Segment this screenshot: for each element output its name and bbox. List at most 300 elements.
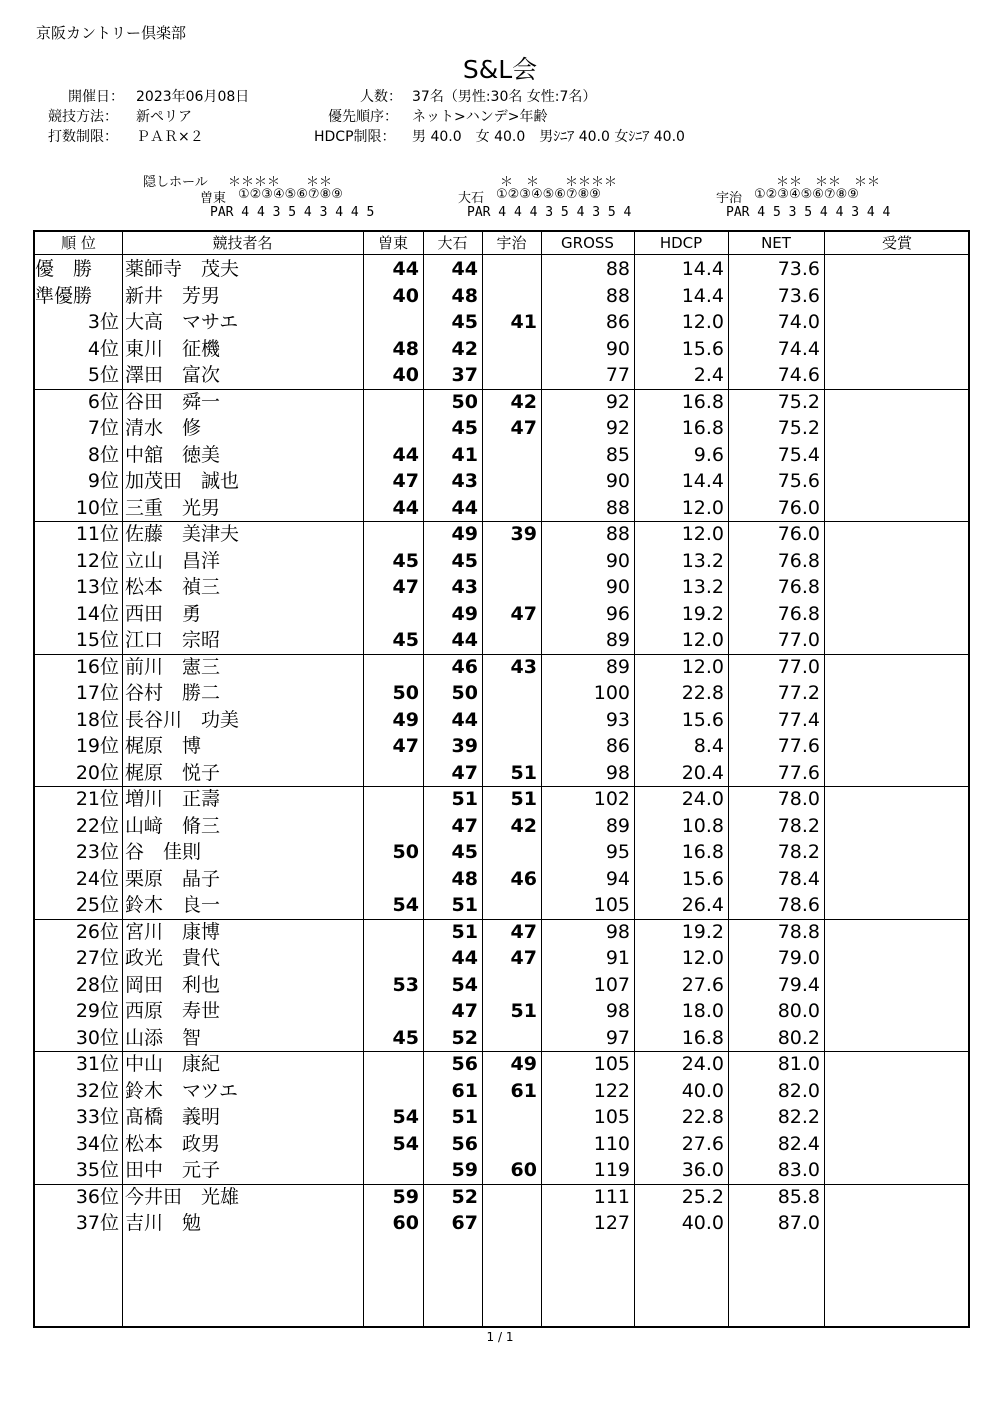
rank-cell: 16位 <box>75 655 119 678</box>
oishi-score-cell: 45 <box>451 841 478 863</box>
column-header: 受賞 <box>881 234 912 252</box>
net-cell: 77.0 <box>777 629 820 651</box>
player-name-cell: 山﨑 脩三 <box>125 814 221 837</box>
sotou-score-cell: 53 <box>392 973 419 996</box>
sotou-score-cell: 47 <box>392 576 419 598</box>
gross-cell: 105 <box>593 1053 630 1075</box>
rank-cell: 10位 <box>75 496 119 519</box>
oishi-score-cell: 52 <box>451 1026 478 1049</box>
hdcp-cell: 26.4 <box>681 894 724 916</box>
oishi-score-cell: 56 <box>451 1132 478 1155</box>
table-row <box>35 760 968 787</box>
net-cell: 85.8 <box>777 1185 820 1208</box>
rank-cell: 11位 <box>75 523 119 545</box>
oishi-score-cell: 59 <box>451 1159 478 1181</box>
oishi-score-cell: 51 <box>451 1106 478 1128</box>
hdcp-cell: 14.4 <box>681 258 724 280</box>
hdcp-cell: 19.2 <box>681 920 724 943</box>
gross-cell: 89 <box>605 655 630 678</box>
hdcp-cell: 16.8 <box>681 390 724 413</box>
uji-score-cell: 47 <box>510 417 537 439</box>
hdcp-cell: 22.8 <box>681 682 724 704</box>
net-cell: 80.2 <box>777 1026 820 1049</box>
sotou-score-cell: 45 <box>392 1026 419 1049</box>
hdcp-cell: 12.0 <box>681 496 724 519</box>
oishi-score-cell: 51 <box>451 894 478 916</box>
net-cell: 80.0 <box>777 1000 820 1022</box>
rank-cell: 12位 <box>75 549 119 572</box>
uji-score-cell <box>482 972 537 999</box>
sotou-score-cell <box>363 1157 419 1184</box>
count-value: 37名（男性:30名 女性:7名） <box>412 89 597 105</box>
sotou-score-cell <box>363 521 419 548</box>
rank-cell: 32位 <box>75 1079 119 1102</box>
gross-cell: 96 <box>605 602 630 625</box>
course-name: 宇治 <box>716 191 743 206</box>
player-name-cell: 西田 勇 <box>125 602 202 625</box>
uji-score-cell <box>482 548 537 575</box>
player-name-cell: 中舘 徳美 <box>125 443 221 466</box>
uji-score-cell <box>482 442 537 469</box>
table-row <box>35 945 968 972</box>
sotou-score-cell: 49 <box>392 708 419 731</box>
uji-score-cell: 43 <box>510 655 537 678</box>
sotou-score-cell <box>363 786 419 813</box>
column-header: 曽東 <box>377 234 408 252</box>
rank-cell: 26位 <box>75 920 119 943</box>
hdcp-cell: 16.8 <box>681 1026 724 1049</box>
uji-score-cell <box>482 1184 537 1211</box>
sotou-score-cell <box>363 1051 419 1078</box>
oishi-score-cell: 45 <box>451 311 478 333</box>
sotou-score-cell: 60 <box>392 1212 419 1234</box>
net-cell: 77.6 <box>777 761 820 784</box>
sotou-score-cell: 40 <box>392 364 419 386</box>
oishi-score-cell: 45 <box>451 549 478 572</box>
gross-cell: 100 <box>593 682 630 704</box>
gross-cell: 86 <box>605 735 630 757</box>
uji-score-cell <box>482 495 537 522</box>
net-cell: 78.4 <box>777 867 820 890</box>
net-cell: 77.4 <box>777 708 820 731</box>
oishi-score-cell: 37 <box>451 364 478 386</box>
oishi-score-cell: 47 <box>451 761 478 784</box>
player-name-cell: 鈴木 良一 <box>125 894 221 916</box>
sotou-score-cell: 44 <box>392 496 419 519</box>
player-name-cell: 中山 康紀 <box>125 1053 221 1075</box>
gross-cell: 110 <box>593 1132 630 1155</box>
table-row <box>35 1025 968 1052</box>
rank-cell: 3位 <box>87 311 119 333</box>
table-row <box>35 680 968 707</box>
player-name-cell: 吉川 勉 <box>125 1212 202 1234</box>
table-row <box>35 733 968 760</box>
gross-cell: 111 <box>593 1185 630 1208</box>
rank-cell: 20位 <box>75 761 119 784</box>
uji-score-cell <box>482 336 537 363</box>
rank-cell: 19位 <box>75 735 119 757</box>
gross-cell: 119 <box>593 1159 630 1181</box>
page-number: 1 / 1 <box>486 1330 514 1344</box>
hdcp-cell: 16.8 <box>681 841 724 863</box>
uji-score-cell <box>482 1210 537 1237</box>
table-row <box>35 548 968 575</box>
rank-cell: 優 勝 <box>35 258 93 280</box>
hdcp-cell: 12.0 <box>681 655 724 678</box>
gross-cell: 89 <box>605 814 630 837</box>
course-par: PAR 4 5 3 5 4 4 3 4 4 <box>726 205 891 220</box>
player-name-cell: 髙橋 義明 <box>125 1106 221 1128</box>
method-value: 新ペリア <box>136 109 192 125</box>
hdcp-cell: 22.8 <box>681 1106 724 1128</box>
oishi-score-cell: 49 <box>451 523 478 545</box>
rank-cell: 17位 <box>75 682 119 704</box>
rank-cell: 35位 <box>75 1159 119 1181</box>
net-cell: 75.4 <box>777 443 820 466</box>
uji-score-cell: 42 <box>510 814 537 837</box>
net-cell: 77.2 <box>777 682 820 704</box>
uji-score-cell <box>482 574 537 601</box>
rank-cell: 7位 <box>87 417 119 439</box>
player-name-cell: 東川 征機 <box>125 337 221 360</box>
player-name-cell: 鈴木 マツエ <box>125 1079 239 1102</box>
player-name-cell: 宮川 康博 <box>125 920 221 943</box>
oishi-score-cell: 44 <box>451 947 478 969</box>
player-name-cell: 梶原 悦子 <box>125 761 221 784</box>
oishi-score-cell: 54 <box>451 973 478 996</box>
table-row <box>35 1210 968 1237</box>
sotou-score-cell <box>363 866 419 893</box>
gross-cell: 97 <box>605 1026 630 1049</box>
table-row <box>35 1184 968 1211</box>
rank-cell: 28位 <box>75 973 119 996</box>
hdcp-cell: 9.6 <box>693 443 724 466</box>
player-name-cell: 谷村 勝二 <box>125 682 221 704</box>
player-name-cell: 政光 貴代 <box>125 947 221 969</box>
hdcp-cell: 27.6 <box>681 1132 724 1155</box>
course-par: PAR 4 4 4 3 5 4 3 5 4 <box>467 205 632 220</box>
hdcp-cell: 8.4 <box>693 735 724 757</box>
column-header: GROSS <box>561 234 614 252</box>
hdcp-cell: 15.6 <box>681 708 724 731</box>
player-name-cell: 田中 元子 <box>125 1159 221 1181</box>
hdcp-cell: 18.0 <box>681 1000 724 1022</box>
priority-label: 優先順序： <box>328 109 398 125</box>
hdcp-cell: 12.0 <box>681 523 724 545</box>
rank-cell: 24位 <box>75 867 119 890</box>
rank-cell: 33位 <box>75 1106 119 1128</box>
hdcp-cell: 15.6 <box>681 337 724 360</box>
player-name-cell: 谷 佳則 <box>125 841 202 863</box>
gross-cell: 77 <box>605 364 630 386</box>
course-holes: ①②③④⑤⑥⑦⑧⑨ <box>754 187 859 202</box>
player-name-cell: 長谷川 功美 <box>125 708 240 731</box>
course-holes: ①②③④⑤⑥⑦⑧⑨ <box>496 187 601 202</box>
gross-cell: 94 <box>605 867 630 890</box>
hdcp-cell: 27.6 <box>681 973 724 996</box>
net-cell: 73.6 <box>777 284 820 307</box>
course-holes: ①②③④⑤⑥⑦⑧⑨ <box>238 187 343 202</box>
net-cell: 79.4 <box>777 973 820 996</box>
sotou-score-cell <box>363 415 419 442</box>
net-cell: 75.2 <box>777 390 820 413</box>
player-name-cell: 新井 芳男 <box>125 284 221 307</box>
sotou-score-cell <box>363 998 419 1025</box>
table-row <box>35 389 968 416</box>
oishi-score-cell: 52 <box>451 1185 478 1208</box>
gross-cell: 88 <box>605 496 630 519</box>
sotou-score-cell <box>363 813 419 840</box>
rank-cell: 9位 <box>87 470 119 492</box>
net-cell: 82.4 <box>777 1132 820 1155</box>
net-cell: 74.6 <box>777 364 820 386</box>
column-header: 宇治 <box>496 234 527 252</box>
hdcp-label: HDCP制限： <box>314 129 396 145</box>
uji-score-cell: 47 <box>510 602 537 625</box>
uji-score-cell: 61 <box>510 1079 537 1102</box>
gross-cell: 90 <box>605 549 630 572</box>
player-name-cell: 増川 正壽 <box>125 788 221 810</box>
hdcp-cell: 40.0 <box>681 1079 724 1102</box>
oishi-score-cell: 39 <box>451 735 478 757</box>
table-row <box>35 362 968 389</box>
oishi-score-cell: 50 <box>451 390 478 413</box>
gross-cell: 107 <box>593 973 630 996</box>
oishi-score-cell: 51 <box>451 788 478 810</box>
sotou-score-cell: 47 <box>392 470 419 492</box>
sotou-score-cell: 50 <box>392 682 419 704</box>
hdcp-cell: 36.0 <box>681 1159 724 1181</box>
uji-score-cell <box>482 733 537 760</box>
rank-cell: 14位 <box>75 602 119 625</box>
hdcp-value: 男 40.0 女 40.0 男ｼﾆｱ 40.0 女ｼﾆｱ 40.0 <box>412 129 685 145</box>
rank-cell: 29位 <box>75 1000 119 1022</box>
gross-cell: 86 <box>605 311 630 333</box>
hdcp-cell: 20.4 <box>681 761 724 784</box>
oishi-score-cell: 44 <box>451 708 478 731</box>
rank-cell: 23位 <box>75 841 119 863</box>
hdcp-cell: 10.8 <box>681 814 724 837</box>
hdcp-cell: 25.2 <box>681 1185 724 1208</box>
uji-score-cell: 46 <box>510 867 537 890</box>
table-row <box>35 1131 968 1158</box>
course-name: 大石 <box>458 191 485 206</box>
column-header: 順 位 <box>61 234 96 252</box>
net-cell: 76.8 <box>777 576 820 598</box>
table-row <box>35 972 968 999</box>
rank-cell: 30位 <box>75 1026 119 1049</box>
uji-score-cell: 51 <box>510 1000 537 1022</box>
player-name-cell: 岡田 利也 <box>125 973 221 996</box>
table-row <box>35 866 968 893</box>
uji-score-cell <box>482 1025 537 1052</box>
hdcp-cell: 13.2 <box>681 549 724 572</box>
uji-score-cell: 39 <box>510 523 537 545</box>
gross-cell: 92 <box>605 390 630 413</box>
sotou-score-cell: 40 <box>392 284 419 307</box>
net-cell: 78.6 <box>777 894 820 916</box>
gross-cell: 90 <box>605 576 630 598</box>
oishi-score-cell: 44 <box>451 496 478 519</box>
table-row <box>35 468 968 495</box>
gross-cell: 102 <box>593 788 630 810</box>
table-row <box>35 839 968 866</box>
table-row <box>35 442 968 469</box>
player-name-cell: 大高 マサエ <box>125 311 239 333</box>
sotou-score-cell <box>363 309 419 336</box>
uji-score-cell: 47 <box>510 947 537 969</box>
rank-cell: 22位 <box>75 814 119 837</box>
sotou-score-cell <box>363 654 419 681</box>
oishi-score-cell: 46 <box>451 655 478 678</box>
player-name-cell: 谷田 舜一 <box>125 390 221 413</box>
rank-cell: 21位 <box>75 788 119 810</box>
uji-score-cell: 49 <box>510 1053 537 1075</box>
sotou-score-cell: 50 <box>392 841 419 863</box>
gross-cell: 85 <box>605 443 630 466</box>
player-name-cell: 栗原 晶子 <box>125 867 221 890</box>
rank-cell: 25位 <box>75 894 119 916</box>
method-label: 競技方法： <box>48 109 118 125</box>
sotou-score-cell: 44 <box>392 258 419 280</box>
net-cell: 81.0 <box>777 1053 820 1075</box>
column-header: 競技者名 <box>212 234 273 252</box>
rank-cell: 準優勝 <box>35 284 93 307</box>
oishi-score-cell: 42 <box>451 337 478 360</box>
uji-score-cell <box>482 1131 537 1158</box>
gross-cell: 88 <box>605 284 630 307</box>
uji-score-cell <box>482 627 537 654</box>
oishi-score-cell: 48 <box>451 867 478 890</box>
player-name-cell: 前川 憲三 <box>125 655 221 678</box>
uji-score-cell <box>482 892 537 919</box>
rank-cell: 4位 <box>87 337 119 360</box>
hdcp-cell: 24.0 <box>681 1053 724 1075</box>
rank-cell: 6位 <box>87 390 119 413</box>
gross-cell: 89 <box>605 629 630 651</box>
table-row <box>35 495 968 522</box>
oishi-score-cell: 43 <box>451 470 478 492</box>
hdcp-cell: 40.0 <box>681 1212 724 1234</box>
player-name-cell: 立山 昌洋 <box>125 549 221 572</box>
date-label: 開催日： <box>68 89 124 105</box>
uji-score-cell <box>482 839 537 866</box>
priority-value: ネット>ハンデ>年齢 <box>412 109 548 125</box>
table-row <box>35 707 968 734</box>
net-cell: 82.2 <box>777 1106 820 1128</box>
rank-cell: 31位 <box>75 1053 119 1075</box>
gross-cell: 105 <box>593 894 630 916</box>
oishi-score-cell: 47 <box>451 814 478 837</box>
rank-cell: 36位 <box>75 1185 119 1208</box>
gross-cell: 98 <box>605 1000 630 1022</box>
hdcp-cell: 12.0 <box>681 629 724 651</box>
oishi-score-cell: 45 <box>451 417 478 439</box>
rank-cell: 13位 <box>75 576 119 598</box>
rank-cell: 27位 <box>75 947 119 969</box>
table-row <box>35 919 968 946</box>
date-value: 2023年06月08日 <box>136 89 250 105</box>
oishi-score-cell: 47 <box>451 1000 478 1022</box>
table-row <box>35 892 968 919</box>
net-cell: 77.0 <box>777 655 820 678</box>
rank-cell: 8位 <box>87 443 119 466</box>
rank-cell: 34位 <box>75 1132 119 1155</box>
net-cell: 75.6 <box>777 470 820 492</box>
table-row <box>35 521 968 548</box>
limit-value: ＰＡＲ×２ <box>136 129 204 145</box>
table-row <box>35 998 968 1025</box>
rank-cell: 37位 <box>75 1212 119 1234</box>
uji-score-cell: 51 <box>510 788 537 810</box>
limit-label: 打数制限： <box>48 129 118 145</box>
uji-score-cell: 42 <box>510 390 537 413</box>
course-stars: ＊ ＊ ＊＊＊＊ <box>500 175 618 190</box>
net-cell: 78.2 <box>777 814 820 837</box>
player-name-cell: 薬師寺 茂夫 <box>125 258 240 280</box>
sotou-score-cell: 48 <box>392 337 419 360</box>
table-row <box>35 1078 968 1105</box>
oishi-score-cell: 44 <box>451 629 478 651</box>
oishi-score-cell: 49 <box>451 602 478 625</box>
net-cell: 87.0 <box>777 1212 820 1234</box>
player-name-cell: 加茂田 誠也 <box>125 470 240 492</box>
sotou-score-cell: 45 <box>392 549 419 572</box>
gross-cell: 105 <box>593 1106 630 1128</box>
table-row <box>35 1157 968 1184</box>
gross-cell: 91 <box>605 947 630 969</box>
uji-score-cell <box>482 468 537 495</box>
player-name-cell: 西原 寿世 <box>125 1000 221 1022</box>
player-name-cell: 清水 修 <box>125 417 202 439</box>
gross-cell: 90 <box>605 470 630 492</box>
net-cell: 77.6 <box>777 735 820 757</box>
sotou-score-cell: 54 <box>392 894 419 916</box>
sotou-score-cell: 44 <box>392 443 419 466</box>
table-row <box>35 1051 968 1078</box>
hdcp-cell: 24.0 <box>681 788 724 810</box>
net-cell: 76.0 <box>777 496 820 519</box>
net-cell: 74.4 <box>777 337 820 360</box>
uji-score-cell <box>482 680 537 707</box>
gross-cell: 98 <box>605 920 630 943</box>
gross-cell: 122 <box>593 1079 630 1102</box>
uji-score-cell <box>482 707 537 734</box>
uji-score-cell <box>482 283 537 310</box>
sotou-score-cell: 54 <box>392 1106 419 1128</box>
column-header: NET <box>761 234 791 252</box>
hdcp-cell: 12.0 <box>681 311 724 333</box>
gross-cell: 93 <box>605 708 630 731</box>
page-title: S&L会 <box>462 55 538 84</box>
sotou-score-cell: 47 <box>392 735 419 757</box>
table-row <box>35 336 968 363</box>
oishi-score-cell: 67 <box>451 1212 478 1234</box>
rank-cell: 18位 <box>75 708 119 731</box>
hdcp-cell: 15.6 <box>681 867 724 890</box>
results-table <box>33 230 970 1328</box>
oishi-score-cell: 56 <box>451 1053 478 1075</box>
course-par: PAR 4 4 3 5 4 3 4 4 5 <box>210 205 375 220</box>
table-row <box>35 627 968 654</box>
player-name-cell: 三重 光男 <box>125 496 221 519</box>
sotou-score-cell <box>363 1078 419 1105</box>
net-cell: 73.6 <box>777 258 820 280</box>
net-cell: 83.0 <box>777 1159 820 1181</box>
player-name-cell: 山添 智 <box>125 1026 202 1049</box>
course-name: 曽東 <box>200 191 227 206</box>
table-row <box>35 601 968 628</box>
